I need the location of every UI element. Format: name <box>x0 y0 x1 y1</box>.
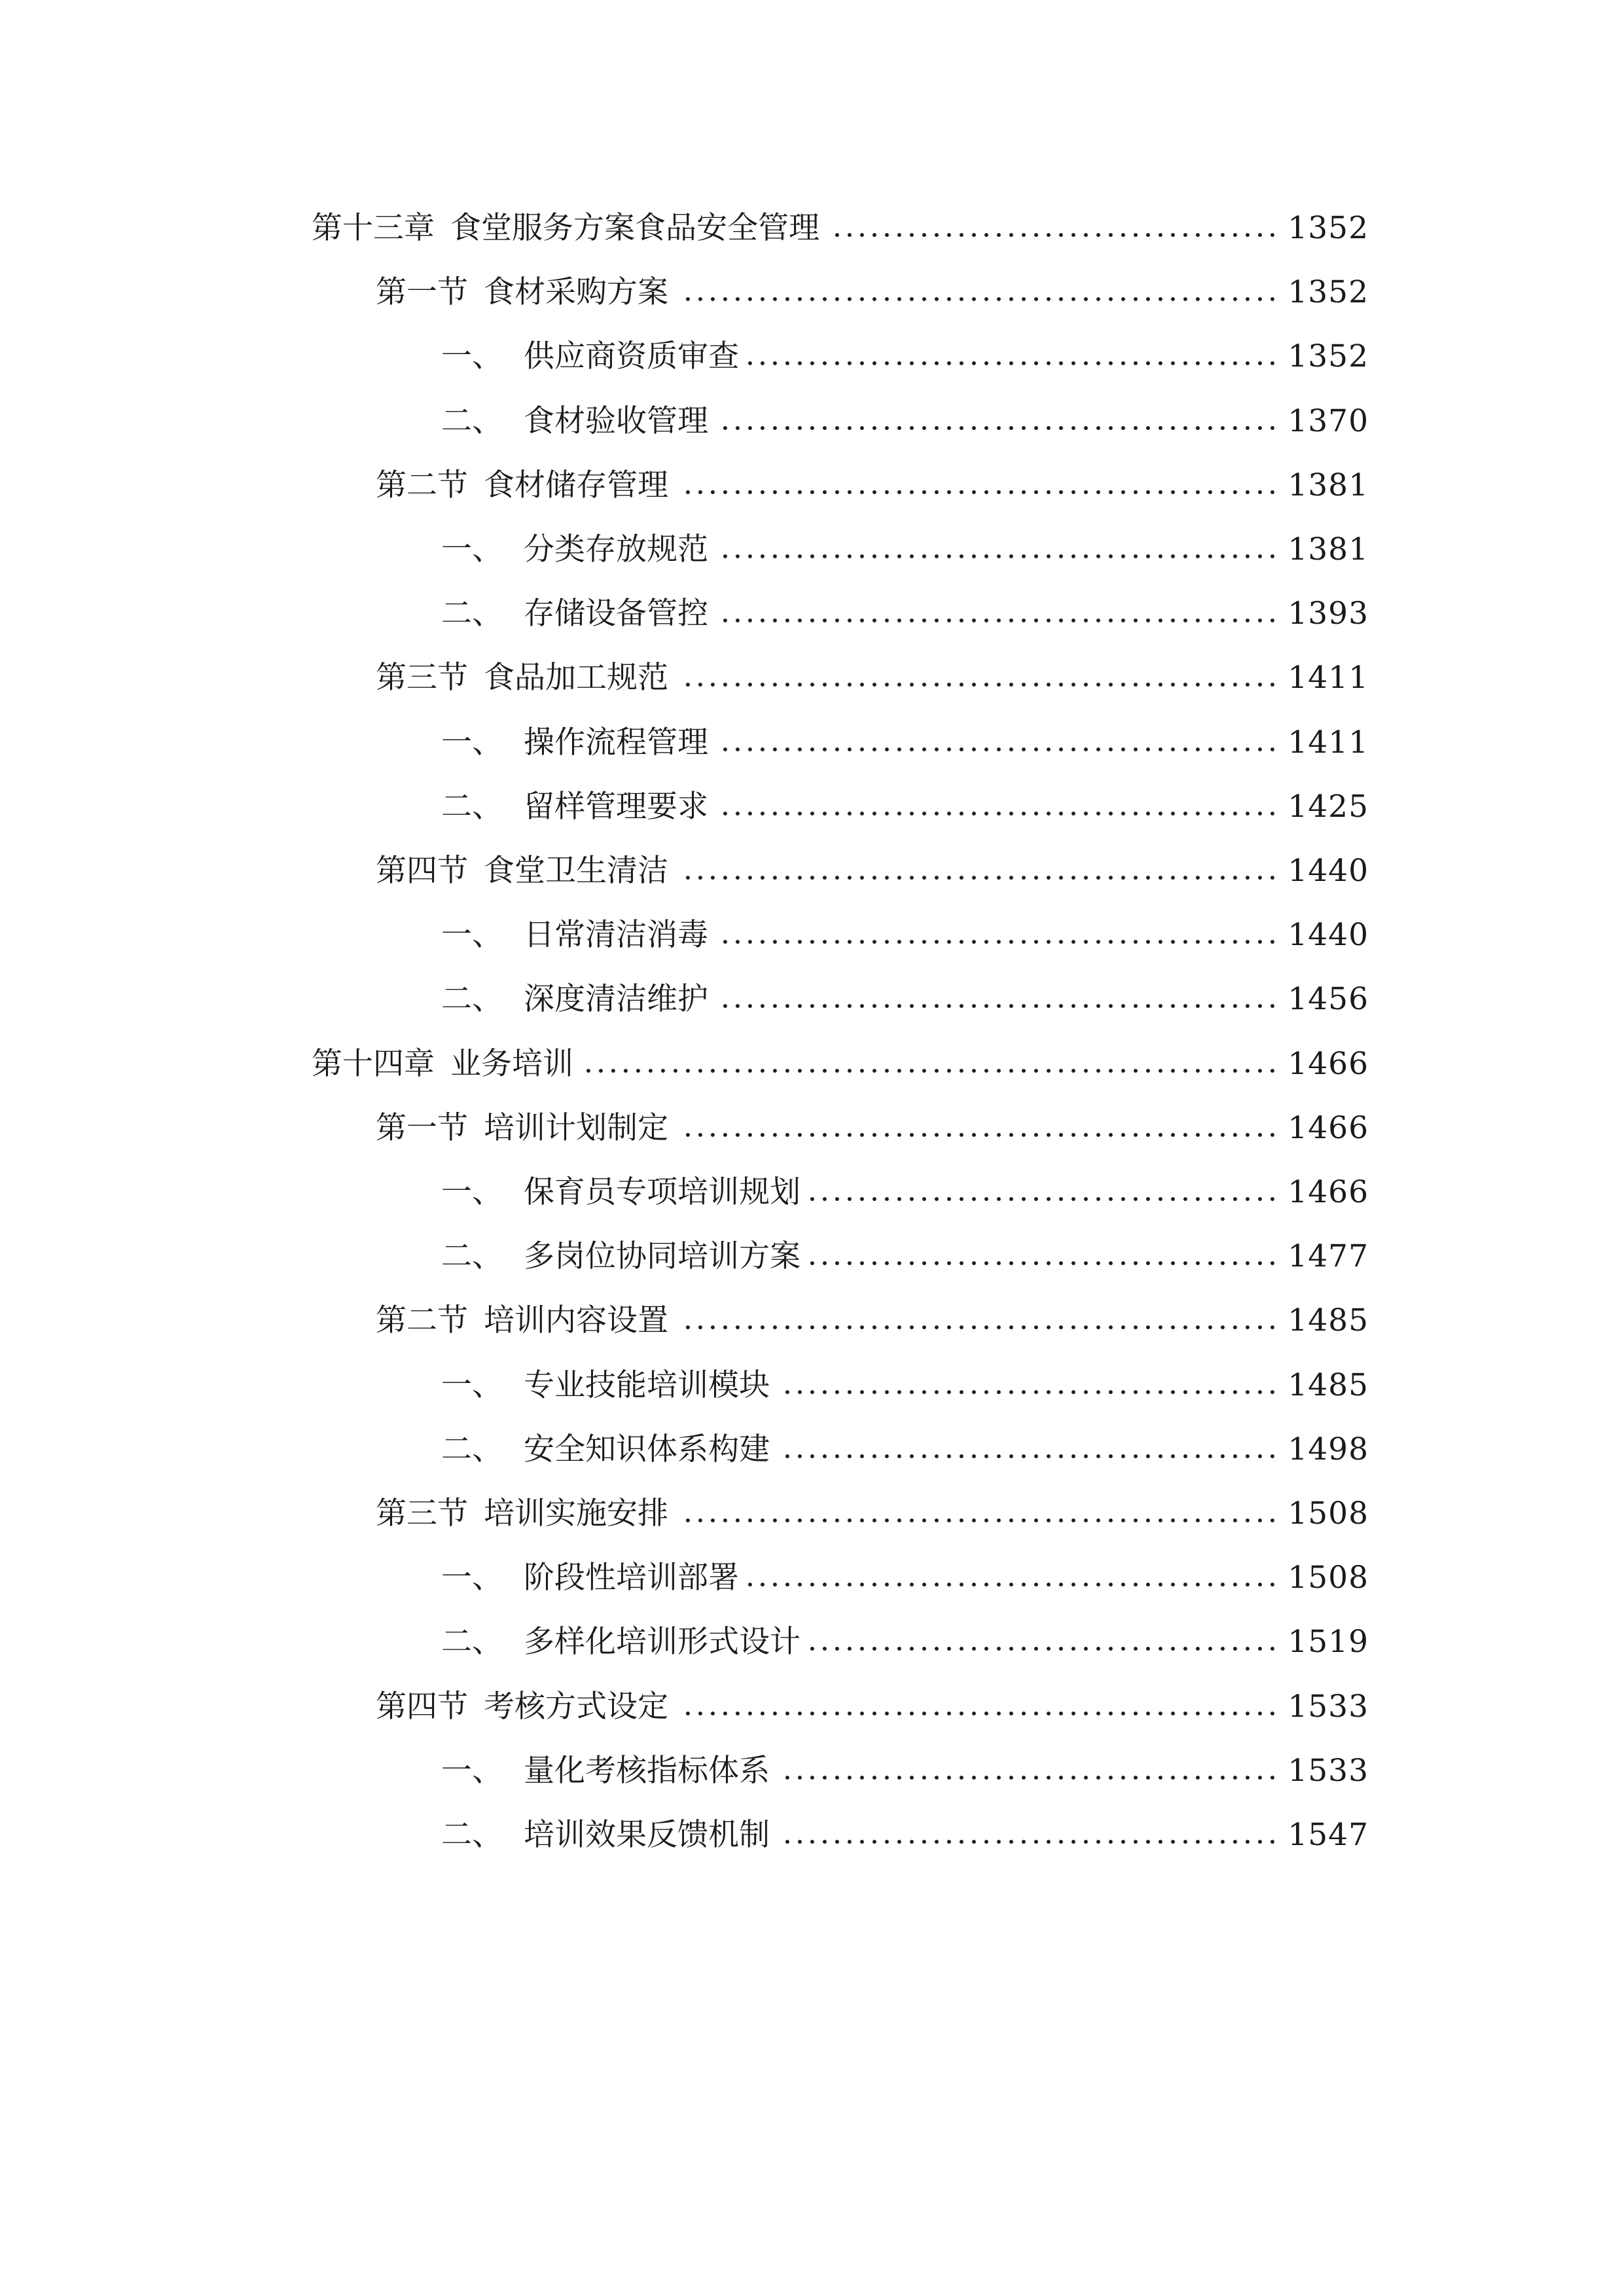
dot-leader <box>748 361 1278 365</box>
toc-entry-title: 食材储存管理 <box>484 467 668 503</box>
toc-entry-page-number: 1352 <box>1288 338 1369 375</box>
dot-leader <box>717 426 1278 430</box>
toc-entry-level-3[interactable] <box>441 1605 1369 1660</box>
toc-entry-number: 一、 <box>441 531 503 567</box>
toc-entry-page-number: 1370 <box>1288 403 1369 439</box>
toc-entry-page-number: 1477 <box>1288 1238 1369 1275</box>
toc-entry-label <box>376 1109 668 1146</box>
toc-entry-level-3[interactable] <box>441 1734 1369 1789</box>
toc-entry-level-3[interactable] <box>441 770 1369 825</box>
toc-entry-label <box>441 1238 801 1275</box>
toc-entry-number: 一、 <box>441 917 503 954</box>
toc-entry-number: 二、 <box>441 981 503 1018</box>
dot-leader <box>810 1261 1278 1265</box>
toc-entry-label <box>376 1302 668 1339</box>
toc-entry-page-number: 1352 <box>1288 274 1369 311</box>
toc-entry-page-number: 1533 <box>1288 1688 1369 1725</box>
toc-entry-page-number: 1508 <box>1288 1496 1369 1532</box>
toc-entry-label <box>441 338 739 375</box>
dot-leader <box>779 1840 1278 1844</box>
toc-entry-label <box>376 853 668 889</box>
toc-entry-title: 业务培训 <box>450 1045 573 1082</box>
toc-entry-level-3[interactable] <box>441 1155 1369 1208</box>
dot-leader <box>717 554 1278 558</box>
toc-entry-title: 多样化培训形式设计 <box>524 1624 801 1660</box>
toc-entry-label <box>441 403 708 439</box>
toc-entry-number: 第四节 <box>376 1688 468 1725</box>
toc-entry-title: 保育员专项培训规划 <box>524 1174 801 1210</box>
toc-entry-level-3[interactable] <box>441 512 1369 565</box>
toc-entry-title: 培训内容设置 <box>484 1302 668 1339</box>
toc-entry-label <box>441 788 708 825</box>
toc-entry-page-number: 1381 <box>1288 467 1369 503</box>
toc-entry-level-2[interactable] <box>376 834 1369 889</box>
toc-entry-page-number: 1466 <box>1288 1174 1369 1210</box>
toc-entry-label <box>441 981 708 1018</box>
dot-leader <box>717 747 1278 751</box>
toc-entry-number: 二、 <box>441 1624 503 1660</box>
toc-entry-title: 供应商资质审查 <box>524 338 739 375</box>
toc-entry-title: 培训计划制定 <box>484 1109 668 1146</box>
toc-entry-page-number: 1466 <box>1288 1045 1369 1082</box>
dot-leader <box>717 940 1278 944</box>
toc-entry-number: 第二节 <box>376 467 468 503</box>
toc-entry-title: 专业技能培训模块 <box>524 1367 770 1403</box>
toc-entry-title: 留样管理要求 <box>524 788 708 825</box>
toc-entry-number: 第一节 <box>376 1109 468 1146</box>
toc-entry-page-number: 1466 <box>1288 1109 1369 1146</box>
toc-entry-title: 食材采购方案 <box>484 274 668 311</box>
toc-entry-level-3[interactable] <box>441 1219 1369 1275</box>
toc-entry-title: 安全知识体系构建 <box>524 1431 770 1467</box>
dot-leader <box>717 619 1278 622</box>
toc-entry-page-number: 1352 <box>1288 210 1369 246</box>
dot-leader <box>779 1776 1278 1780</box>
dot-leader <box>717 1004 1278 1008</box>
toc-entry-page-number: 1440 <box>1288 917 1369 954</box>
toc-entry-number: 一、 <box>441 1752 503 1789</box>
dot-leader <box>677 683 1278 687</box>
toc-entry-title: 阶段性培训部署 <box>524 1560 739 1596</box>
toc-entry-label <box>312 1045 573 1082</box>
toc-entry-label <box>441 1752 770 1789</box>
toc-entry-level-2[interactable] <box>376 255 1369 311</box>
dot-leader <box>829 233 1278 237</box>
toc-entry-label <box>441 1431 770 1467</box>
toc-entry-title: 日常清洁消毒 <box>524 917 708 954</box>
toc-entry-page-number: 1456 <box>1288 981 1369 1018</box>
toc-entry-number: 一、 <box>441 1174 503 1210</box>
toc-entry-number: 第三节 <box>376 660 468 696</box>
dot-leader <box>677 490 1278 494</box>
dot-leader <box>583 1069 1278 1073</box>
toc-entry-level-3[interactable] <box>441 1412 1369 1465</box>
toc-entry-title: 量化考核指标体系 <box>524 1752 770 1789</box>
toc-entry-page-number: 1485 <box>1288 1302 1369 1339</box>
toc-entry-page-number: 1425 <box>1288 788 1369 825</box>
toc-entry-label <box>441 1560 739 1596</box>
toc-entry-level-1[interactable] <box>312 191 1369 246</box>
toc-entry-level-2[interactable] <box>376 1283 1369 1339</box>
toc-entry-number: 第二节 <box>376 1302 468 1339</box>
toc-entry-title: 食品加工规范 <box>484 660 668 696</box>
dot-leader <box>779 1454 1278 1458</box>
toc-entry-level-2[interactable] <box>376 641 1369 696</box>
toc-entry-number: 一、 <box>441 1560 503 1596</box>
toc-entry-label <box>441 724 708 761</box>
toc-entry-title: 食材验收管理 <box>524 403 708 439</box>
dot-leader <box>717 812 1278 816</box>
toc-entry-level-2[interactable] <box>376 1091 1369 1146</box>
toc-entry-number: 一、 <box>441 1367 503 1403</box>
toc-entry-page-number: 1411 <box>1288 660 1369 696</box>
toc-entry-number: 第十四章 <box>312 1045 435 1082</box>
dot-leader <box>810 1647 1278 1651</box>
toc-entry-level-3[interactable] <box>441 577 1369 632</box>
toc-entry-number: 二、 <box>441 1238 503 1275</box>
toc-entry-page-number: 1485 <box>1288 1367 1369 1403</box>
toc-entry-number: 二、 <box>441 596 503 632</box>
toc-entry-title: 食堂服务方案食品安全管理 <box>450 210 820 246</box>
toc-entry-number: 二、 <box>441 403 503 439</box>
toc-entry-level-3[interactable] <box>441 898 1369 954</box>
toc-entry-level-3[interactable] <box>441 706 1369 761</box>
toc-entry-level-3[interactable] <box>441 319 1369 375</box>
dot-leader <box>677 297 1278 301</box>
toc-entry-number: 第一节 <box>376 274 468 311</box>
dot-leader <box>677 1712 1278 1715</box>
toc-entry-label <box>441 1367 770 1403</box>
toc-entry-title: 培训实施安排 <box>484 1496 668 1532</box>
toc-entry-label <box>441 1174 801 1210</box>
toc-entry-label <box>441 596 708 632</box>
toc-entry-page-number: 1519 <box>1288 1624 1369 1660</box>
toc-entry-number: 第十三章 <box>312 210 435 246</box>
toc-entry-level-3[interactable] <box>441 1798 1369 1853</box>
toc-entry-level-2[interactable] <box>376 1670 1369 1725</box>
toc-entry-label <box>376 274 668 311</box>
toc-entry-number: 二、 <box>441 1431 503 1467</box>
toc-entry-title: 考核方式设定 <box>484 1688 668 1725</box>
toc-entry-label <box>376 467 668 503</box>
toc-entry-number: 二、 <box>441 788 503 825</box>
toc-entry-title: 培训效果反馈机制 <box>524 1817 770 1853</box>
toc-entry-number: 一、 <box>441 724 503 761</box>
toc-entry-page-number: 1498 <box>1288 1431 1369 1467</box>
toc-entry-title: 存储设备管控 <box>524 596 708 632</box>
toc-entry-label <box>312 210 820 246</box>
toc-entry-title: 操作流程管理 <box>524 724 708 761</box>
dot-leader <box>779 1390 1278 1394</box>
toc-entry-number: 二、 <box>441 1817 503 1853</box>
dot-leader <box>677 1325 1278 1329</box>
toc-entry-title: 食堂卫生清洁 <box>484 853 668 889</box>
dot-leader <box>677 876 1278 880</box>
toc-entry-page-number: 1533 <box>1288 1752 1369 1789</box>
dot-leader <box>677 1133 1278 1137</box>
toc-entry-number: 第四节 <box>376 853 468 889</box>
dot-leader <box>748 1583 1278 1587</box>
toc-entry-page-number: 1508 <box>1288 1560 1369 1596</box>
toc-entry-label <box>441 1624 801 1660</box>
toc-entry-level-3[interactable] <box>441 1348 1369 1401</box>
toc-entry-label <box>441 917 708 954</box>
toc-entry-title: 分类存放规范 <box>524 531 708 567</box>
toc-entry-page-number: 1547 <box>1288 1817 1369 1853</box>
toc-entry-level-2[interactable] <box>376 448 1369 501</box>
toc-entry-number: 第三节 <box>376 1496 468 1532</box>
toc-entry-level-3[interactable] <box>441 962 1369 1018</box>
toc-entry-title: 深度清洁维护 <box>524 981 708 1018</box>
toc-entry-page-number: 1440 <box>1288 853 1369 889</box>
toc-entry-label <box>376 660 668 696</box>
toc-entry-level-2[interactable] <box>376 1477 1369 1532</box>
toc-entry-page-number: 1411 <box>1288 724 1369 761</box>
toc-entry-label <box>376 1688 668 1725</box>
toc-entry-label <box>441 531 708 567</box>
toc-entry-title: 多岗位协同培训方案 <box>524 1238 801 1275</box>
dot-leader <box>677 1518 1278 1522</box>
dot-leader <box>810 1197 1278 1201</box>
toc-entry-label <box>376 1496 668 1532</box>
toc-entry-label <box>441 1817 770 1853</box>
toc-entry-level-1[interactable] <box>312 1027 1369 1082</box>
toc-entry-level-3[interactable] <box>441 1541 1369 1596</box>
toc-entry-number: 一、 <box>441 338 503 375</box>
toc-entry-level-3[interactable] <box>441 384 1369 437</box>
toc-entry-page-number: 1393 <box>1288 596 1369 632</box>
toc-entry-page-number: 1381 <box>1288 531 1369 567</box>
